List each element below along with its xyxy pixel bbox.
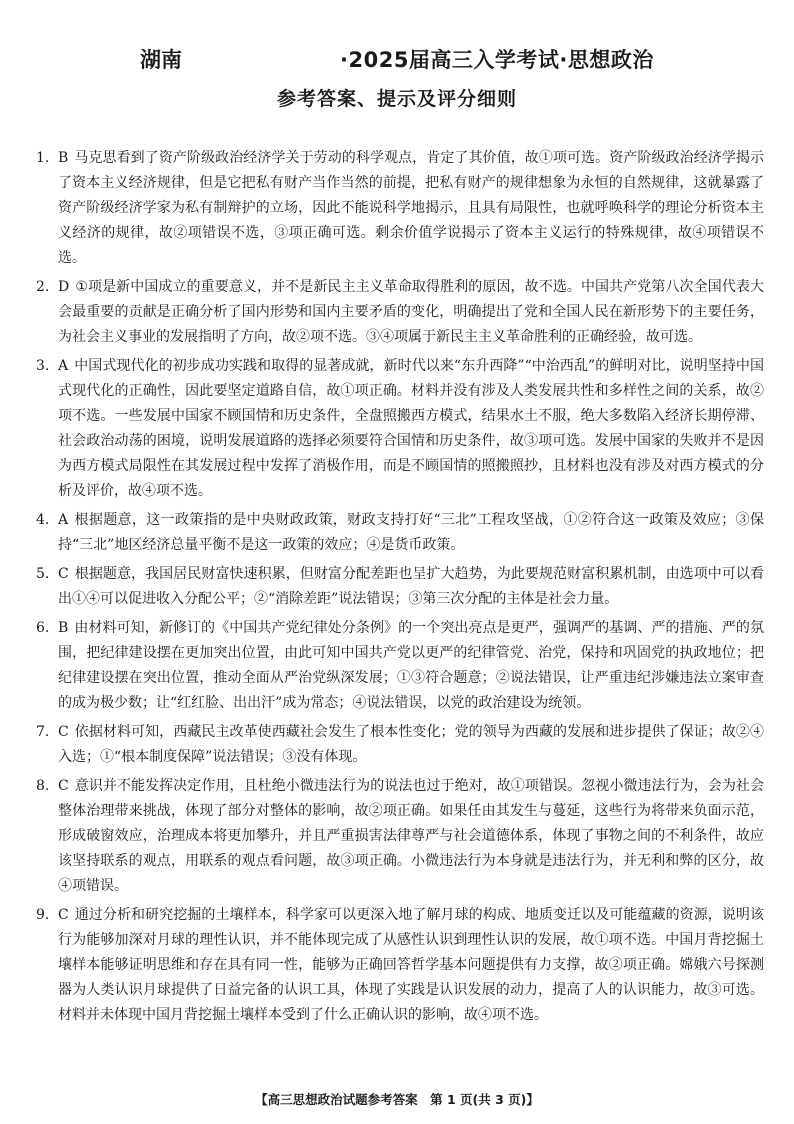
item-explanation: ①项是新中国成立的重要意义，并不是新民主主义革命取得胜利的原因，故不选。中国共产党第八次全国代表大会最重要的贡献是正确分析了国内形势和国内主要矛盾的变化，明确提出了党和全国人民在新形势下的主要任务，为社会主义事业的发展指明了方向，故②项不选。③④项属于新民主主义革命胜利的正确经验，故可选。 [58, 279, 764, 345]
item-answer: C [58, 778, 69, 794]
page-subtitle: 参考答案、提示及评分细则 [276, 88, 517, 110]
answer-item-6 [36, 616, 764, 716]
region-label: 湖南 [140, 48, 182, 72]
item-number: 1. [36, 150, 50, 166]
answer-item-7 [36, 720, 764, 770]
item-number: 3. [36, 358, 50, 374]
answer-item-2 [36, 275, 764, 350]
item-answer: B [58, 150, 69, 166]
exam-title: ·2025届高三入学考试·思想政治 [340, 48, 654, 72]
item-number: 5. [36, 566, 50, 582]
item-number: 9. [36, 907, 50, 923]
item-answer: A [58, 358, 69, 374]
item-number: 2. [36, 279, 50, 295]
item-number: 8. [36, 778, 50, 794]
item-number: 4. [36, 512, 50, 528]
item-explanation: 根据题意，这一政策指的是中央财政政策，财政支持打好“三北”工程攻坚战，①②符合这一政策及效应；③保持“三北”地区经济总量平衡不是这一政策的效应；④是货币政策。 [58, 512, 764, 553]
answer-item-4 [36, 508, 764, 558]
page-header [0, 44, 794, 74]
item-answer: A [58, 512, 69, 528]
item-number: 6. [36, 620, 50, 636]
item-explanation: 通过分析和研究挖掘的土壤样本，科学家可以更深入地了解月球的构成、地质变迁以及可能蕴藏的资源，说明该行为能够加深对月球的理性认识，并不能体现完成了从感性认识到理性认识的发展，故①项不选。中国月背挖掘土壤样本能够证明思维和存在具有同一性，能够为正确回答哲学基本问题提供有力支撑，故②项正确。嫦娥六号探测器为人类认识月球提供了日益完备的认识工具，体现了实践是认识发展的动力，提高了人的认识能力，故③可选。材料并未体现中国月背挖掘土壤样本受到了什么正确认识的影响，故④项不选。 [58, 907, 764, 1023]
item-explanation: 依据材料可知，西藏民主改革使西藏社会发生了根本性变化；党的领导为西藏的发展和进步提供了保证；故②④入选；①“根本制度保障”说法错误；③没有体现。 [58, 724, 764, 765]
page-footer: 【高三思想政治试题参考答案 第 1 页(共 3 页)】 [255, 1092, 539, 1107]
answer-item-8 [36, 774, 764, 899]
answer-item-5 [36, 562, 764, 612]
item-answer: C [58, 566, 69, 582]
item-answer: C [58, 724, 69, 740]
item-explanation: 中国式现代化的初步成功实践和取得的显著成就，新时代以来“东升西降”“中治西乱”的鲜明对比，说明坚持中国式现代化的正确性，因此要坚定道路自信，故①项正确。材料并没有涉及人类发展共性和多样性之间的关系，故②项不选。一些发展中国家不顾国情和历史条件，全盘照搬西方模式，结果水土不服，绝大多数陷入经济长期停滞、社会政治动荡的困境，说明发展道路的选择必须要符合国情和历史条件，故③项可选。发展中国家的失败并不是因为西方模式局限性在其发展过程中发挥了消极作用，而是不顾国情的照搬照抄，且材料也没有涉及对西方模式的分析及评价，故④项不选。 [58, 358, 764, 499]
item-explanation: 马克思看到了资产阶级政治经济学关于劳动的科学观点，肯定了其价值，故①项可选。资产阶级政治经济学揭示了资本主义经济规律，但是它把私有财产当作当然的前提，把私有财产的规律想象为永恒的自然规律，这就暴露了资产阶级经济学家为私有制辩护的立场，因此不能说科学地揭示，且具有局限性，也就呼唤科学的理论分析资本主义经济的规律，故②项错误不选，③项正确可选。剩余价值学说揭示了资本主义运行的特殊规律，故④项错误不选。 [58, 150, 764, 266]
item-explanation: 由材料可知，新修订的《中国共产党纪律处分条例》的一个突出亮点是更严，强调严的基调、严的措施、严的氛围，把纪律建设摆在更加突出位置，由此可知中国共产党以更严的纪律管党、治党，保持和巩固党的执政地位；把纪律建设摆在突出位置，推动全面从严治党纵深发展；①③符合题意；②说法错误，让严重违纪涉嫌违法立案审查的成为极少数；让“红红脸、出出汗”成为常态；④说法错误，以党的政治建设为统领。 [58, 620, 764, 711]
item-answer: D [58, 279, 70, 295]
item-explanation: 根据题意，我国居民财富快速积累，但财富分配差距也呈扩大趋势，为此要规范财富积累机制，由选项中可以看出①④可以促进收入分配公平；②“消除差距”说法错误；③第三次分配的主体是社会力量。 [58, 566, 764, 607]
answer-item-9 [36, 903, 764, 1028]
item-answer: B [58, 620, 69, 636]
item-answer: C [58, 907, 69, 923]
answer-list [36, 146, 764, 1032]
answer-item-1 [36, 146, 764, 271]
item-explanation: 意识并不能发挥决定作用，且杜绝小微违法行为的说法也过于绝对，故①项错误。忽视小微违法行为，会为社会整体治理带来挑战，体现了部分对整体的影响，故②项正确。如果任由其发生与蔓延，这些行为将带来负面示范，形成破窗效应，治理成本将更加攀升，并且严重损害法律尊严与社会道德体系，体现了事物之间的不利条件，故应该坚持联系的观点，用联系的观点看问题，故③项正确。小微违法行为本身就是违法行为，并无利和弊的区分，故④项错误。 [58, 778, 764, 894]
item-number: 7. [36, 724, 50, 740]
answer-item-3 [36, 354, 764, 504]
